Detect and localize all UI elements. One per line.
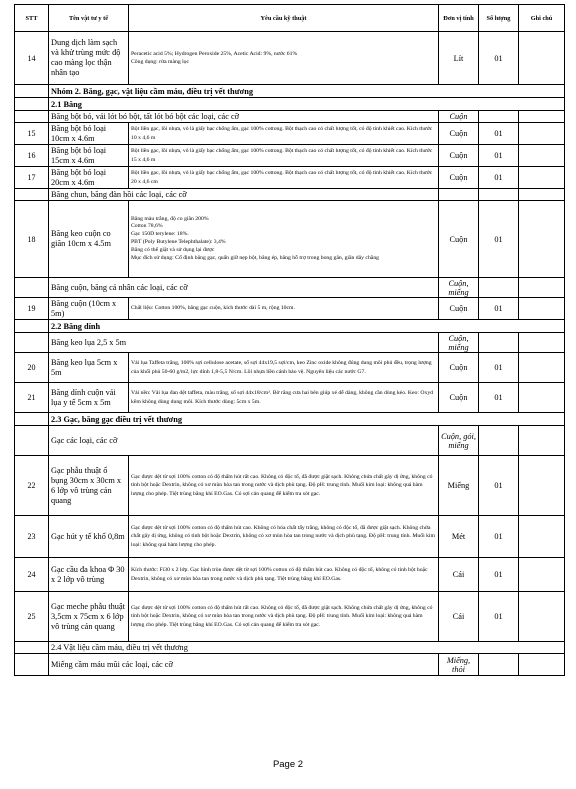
section-row <box>15 642 565 654</box>
row-spec: Bột liền gạc, lõi nhựa, vỏ là giấy bạc chống ẩm, gạc 100% cottong. Bột thạch cao có chất lượng tốt, có độ tinh khiết cao. Kích thước 15 x 4,6 m <box>129 145 439 167</box>
subgroup-row <box>15 333 565 353</box>
subgroup-unit: Cuộn, gói, miếng <box>439 426 479 456</box>
subgroup-title: Băng bột bó, vải lót bó bột, tất lót bó bột các loại, các cỡ <box>49 111 439 123</box>
table-row <box>15 201 565 278</box>
page-number: Page 2 <box>272 759 304 770</box>
subgroup-title: Miếng cầm máu mũi các loại, các cỡ <box>49 654 439 676</box>
row-name: Gạc phẫu thuật ổ bụng 30cm x 30cm x 6 lớp vô trùng cản quang <box>49 456 129 516</box>
row-note <box>519 201 565 278</box>
row-name: Băng keo lụa 5cm x 5m <box>49 353 129 383</box>
header-spec: Yêu cầu kỹ thuật <box>129 5 439 32</box>
row-spec: Gạc được dệt từ sợi 100% cotton có độ thấm hút rất cao. Không có độc tố, đã được giặt sạch. Không chứa chất gây dị ứng, không có tinh bột hoặc Dextrin, không có xơ mùn hòa tan trong nước và dịch phù tạng. Độ pH: trung tính. Muối kim loại: không quá hàm lượng cho phép. Tiệt trùng bằng khí EO.Gas. Có sợi cản quang để kiểm tra sót gạc. <box>129 592 439 642</box>
row-spec: Chất liệu: Cotton 100%, băng gạc cuộn, kích thước dài 5 m, rộng 10cm. <box>129 298 439 320</box>
row-spec: Kích thước: Fi30 x 2 lớp. Gạc hình tròn được dệt từ sợi 100% cotton có độ thấm hút cao. Không có độc tố, không có tinh bột hoặc Dextrin, không có xơ mùn hòa tan trong nước và dịch phù tạng. Tiệt trùng bằng khí EO.Gas. <box>129 558 439 592</box>
row-qty: 01 <box>479 558 519 592</box>
subgroup-row <box>15 189 565 201</box>
row-qty: 01 <box>479 201 519 278</box>
subgroup-unit: Cuộn, miếng <box>439 278 479 298</box>
row-name: Dung dịch làm sạch và khử trùng mức độ cao màng lọc thận nhân tạo <box>49 32 129 85</box>
row-spec: Gạc được dệt từ sợi 100% cotton có độ thấm hút cao. Không có hóa chất tẩy trắng, không có độc tố, đã được giặt sạch. Không chứa chất gây dị ứng, không có tinh bột hoặc Dextrin, không có xơ mùn hòa tan trong nước và dịch phù tạng. Độ pH: trung tính. Muối kim loại: không quá hàm lượng cho phép. <box>129 516 439 558</box>
row-unit: Cuộn <box>439 298 479 320</box>
header-name: Tên vật tư y tế <box>49 5 129 32</box>
row-name: Băng bột bó loại 20cm x 4.6m <box>49 167 129 189</box>
group-row <box>15 85 565 98</box>
row-spec: Peracetic acid 5%; Hydrogen Peroxide 25%, Acetic Acid: 9%, nước 61% Công dụng: rửa màng lọc <box>129 32 439 85</box>
table-row <box>15 123 565 145</box>
row-spec: Gạc được dệt từ sợi 100% cotton có độ thấm hút rất cao. Không có độc tố, đã được giặt sạch. Không chứa chất gây dị ứng, không có tinh bột hoặc Dextrin, không có xơ mùn hòa tan trong nước và dịch phù tạng. Độ pH: trung tính. Muối kim loại: không quá hàm lượng cho phép. Tiệt trùng bằng khí EO.Gas. Có sợi cản quang để kiểm tra sót gạc. <box>129 456 439 516</box>
header-unit: Đơn vị tính <box>439 5 479 32</box>
row-unit: Cuộn <box>439 123 479 145</box>
row-qty: 01 <box>479 592 519 642</box>
row-name: Băng dính cuộn vải lụa y tế 5cm x 5m <box>49 383 129 413</box>
table-row <box>15 167 565 189</box>
row-note <box>519 592 565 642</box>
row-unit: Cuộn <box>439 145 479 167</box>
row-note <box>519 456 565 516</box>
subgroup-title: Băng keo lụa 2,5 x 5m <box>49 333 439 353</box>
row-name: Băng cuộn (10cm x 5m) <box>49 298 129 320</box>
row-unit: Mét <box>439 516 479 558</box>
row-name: Băng bột bó loại 15cm x 4.6m <box>49 145 129 167</box>
section-title: 2.1 Băng <box>49 98 565 111</box>
row-stt: 24 <box>15 558 49 592</box>
row-qty: 01 <box>479 353 519 383</box>
row-note <box>519 145 565 167</box>
section-row <box>15 413 565 426</box>
row-stt: 14 <box>15 32 49 85</box>
row-qty: 01 <box>479 145 519 167</box>
section-row <box>15 320 565 333</box>
row-note <box>519 298 565 320</box>
table-row <box>15 558 565 592</box>
row-qty: 01 <box>479 298 519 320</box>
row-qty: 01 <box>479 456 519 516</box>
row-name: Gạc hút y tế khổ 0,8m <box>49 516 129 558</box>
row-name: Băng bột bó loại 10cm x 4.6m <box>49 123 129 145</box>
row-spec: Vải nền: Vải lụa đan dệt taffeta, màu trắng, số sợi 44x18/cm². Bờ răng cưa hai bên giúp xé dễ dàng, không cần dùng kéo. Keo: Oxyd kẽm không dùng dung môi. Kích thước dùng: 5cm x 5m. <box>129 383 439 413</box>
table-row <box>15 298 565 320</box>
subgroup-row <box>15 654 565 676</box>
subgroup-row <box>15 111 565 123</box>
section-title: 2.2 Băng dính <box>49 320 565 333</box>
subgroup-row <box>15 426 565 456</box>
section-title: 2.4 Vật liệu cầm máu, điều trị vết thương <box>49 642 565 654</box>
table-header-row <box>15 5 565 32</box>
row-unit: Cuộn <box>439 383 479 413</box>
row-unit: Lít <box>439 32 479 85</box>
row-name: Gạc cầu đa khoa Φ 30 x 2 lớp vô trùng <box>49 558 129 592</box>
row-qty: 01 <box>479 383 519 413</box>
row-qty: 01 <box>479 516 519 558</box>
row-unit: Cái <box>439 592 479 642</box>
group-title: Nhóm 2. Băng, gạc, vật liệu cầm máu, điều trị vết thương <box>49 85 565 98</box>
table-row <box>15 32 565 85</box>
row-unit: Cuộn <box>439 201 479 278</box>
row-note <box>519 516 565 558</box>
subgroup-unit: Cuộn, miếng <box>439 333 479 353</box>
header-qty: Số lượng <box>479 5 519 32</box>
table-row <box>15 516 565 558</box>
table-row <box>15 383 565 413</box>
row-note <box>519 32 565 85</box>
row-stt: 25 <box>15 592 49 642</box>
subgroup-title: Băng chun, băng đàn hồi các loại, các cỡ <box>49 189 439 201</box>
row-unit: Miếng <box>439 456 479 516</box>
row-unit: Cuộn <box>439 167 479 189</box>
document-page <box>14 4 564 676</box>
supply-table <box>14 4 565 676</box>
table-row <box>15 353 565 383</box>
section-title: 2.3 Gạc, băng gạc điều trị vết thương <box>49 413 565 426</box>
table-row <box>15 592 565 642</box>
row-stt: 21 <box>15 383 49 413</box>
header-stt: STT <box>15 5 49 32</box>
row-stt: 16 <box>15 145 49 167</box>
row-qty: 01 <box>479 123 519 145</box>
row-qty: 01 <box>479 167 519 189</box>
row-stt: 19 <box>15 298 49 320</box>
table-row <box>15 456 565 516</box>
row-note <box>519 123 565 145</box>
row-stt: 22 <box>15 456 49 516</box>
row-spec: Bột liền gạc, lõi nhựa, vỏ là giấy bạc chống ẩm, gạc 100% cottong. Bột thạch cao có chất lượng tốt, có độ tinh khiết cao. Kích thước 20 x 4,6 cm <box>129 167 439 189</box>
section-row <box>15 98 565 111</box>
subgroup-title: Băng cuộn, băng cá nhân các loại, các cỡ <box>49 278 439 298</box>
subgroup-row <box>15 278 565 298</box>
row-stt: 20 <box>15 353 49 383</box>
row-name: Băng keo cuộn co giãn 10cm x 4.5m <box>49 201 129 278</box>
row-spec: Bột liền gạc, lõi nhựa, vỏ là giấy bạc chống ẩm, gạc 100% cottong. Bột thạch cao có chất lượng tốt, có độ tinh khiết cao. Kích thước 10 x 4,6 m <box>129 123 439 145</box>
row-stt: 17 <box>15 167 49 189</box>
row-stt: 15 <box>15 123 49 145</box>
row-qty: 01 <box>479 32 519 85</box>
row-note <box>519 383 565 413</box>
row-name: Gạc meche phẫu thuật 3,5cm x 75cm x 6 lớp vô trùng cản quang <box>49 592 129 642</box>
table-row <box>15 145 565 167</box>
row-stt: 23 <box>15 516 49 558</box>
row-note <box>519 558 565 592</box>
row-spec: Vải lụa Taffeta trắng, 100% sợi cellulose acetate, số sợi 44x19,5 sợi/cm, keo Zinc oxide không đúng dung môi phủ đều, trọng lượng của khối phủ 50-60 g/m2, lực dính 1,8-5,5 N/cm. Lõi nhựa liền cánh bảo vệ. Nguyên liệu các nước G7. <box>129 353 439 383</box>
header-note: Ghi chú <box>519 5 565 32</box>
row-unit: Cuộn <box>439 353 479 383</box>
row-spec: Băng màu trắng, độ co giãn 200% Cotton 78,6% Gạc 150D terylene: 18%. PBT (Poly Butylene Telephthalate): 3,4% Băng có thể giặt và sử dụng lại được Mục đích sử dụng: Cố định băng gạc, quấn giữ nẹp bột, băng ép, băng hỗ trợ trong bong gân, giãn dây chằng <box>129 201 439 278</box>
subgroup-unit: Cuộn <box>439 111 479 123</box>
row-note <box>519 167 565 189</box>
subgroup-title: Gạc các loại, các cỡ <box>49 426 439 456</box>
subgroup-unit: Miếng, thỏi <box>439 654 479 676</box>
row-stt: 18 <box>15 201 49 278</box>
row-unit: Cái <box>439 558 479 592</box>
row-note <box>519 353 565 383</box>
